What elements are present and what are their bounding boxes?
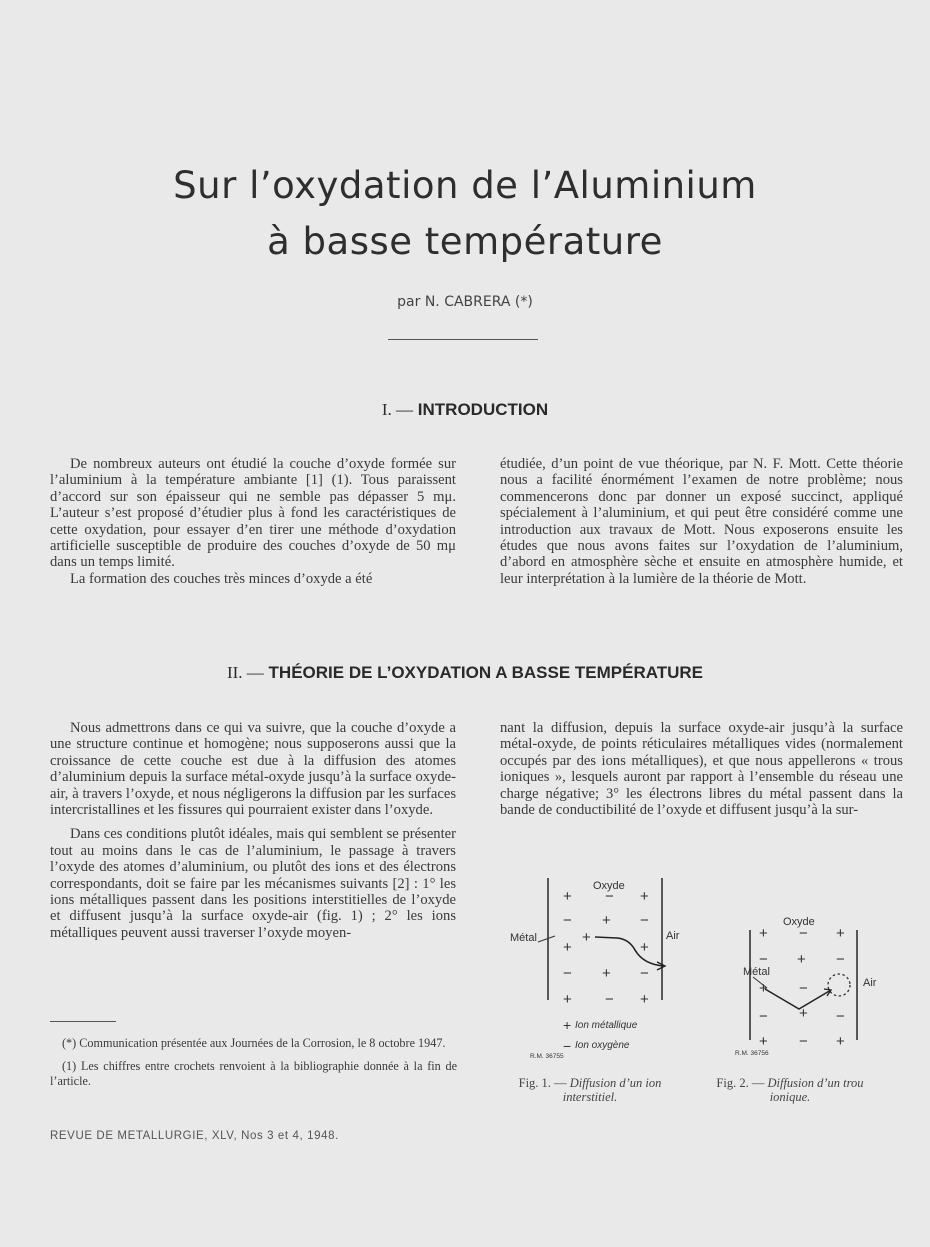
author-byline: par N. CABRERA (*) bbox=[397, 294, 533, 310]
air-label: Air bbox=[863, 977, 877, 989]
footnote-divider bbox=[50, 1021, 116, 1022]
svg-text:+: + bbox=[799, 1005, 808, 1022]
air-label: Air bbox=[666, 930, 680, 942]
figure-1-caption bbox=[495, 1076, 685, 1104]
section-1-number: I. — bbox=[381, 400, 414, 419]
legend-minus-symbol: − bbox=[563, 1038, 572, 1054]
svg-text:−: − bbox=[759, 1008, 768, 1025]
svg-text:+: + bbox=[759, 1033, 768, 1050]
figure-2-caption-text: Diffusion d’un trou ionique. bbox=[767, 1076, 864, 1104]
paragraph: Dans ces conditions plutôt idéales, mais qui semblent se présenter tout au moins dans le cas de l’aluminium, le passage à travers l’oxyde des atomes d’aluminium, ou plutôt des ions et des électrons correspondants, doit se faire par les mécanismes suivants [2] : 1° les ions métalliques passent dans les positions interstitielles de l’oxyde et diffusent jusqu’à la surface oxyde-air (fig. 1) ; 2° les ions métalliques peuvent aussi traverser l’oxyde moyen- bbox=[50, 826, 456, 941]
title-line-2: à basse température bbox=[267, 220, 663, 263]
svg-text:+: + bbox=[797, 951, 806, 968]
section-2-left-column bbox=[50, 720, 456, 941]
footnotes bbox=[50, 1036, 457, 1097]
figure-2-diagram bbox=[735, 905, 895, 1060]
paragraph: Nous admettrons dans ce qui va suivre, que la couche d’oxyde a une structure continue et homogène; nous supposerons aussi que la croissance de cette couche est due à la diffusion des atomes d’aluminium depuis la surface métal-oxyde jusqu’à la surface oxyde-air, à travers l’oxyde, et nous négligerons la diffusion par les surfaces intercristallines et les fissures qui pourraient exister dans l’oxyde. bbox=[50, 720, 456, 819]
legend-ion-metallique: Ion métallique bbox=[575, 1020, 638, 1031]
diffusion-path-arrow bbox=[595, 937, 663, 966]
svg-text:+: + bbox=[759, 925, 768, 942]
svg-text:+: + bbox=[602, 965, 611, 982]
figure-1-caption-number: Fig. 1. — bbox=[518, 1076, 567, 1090]
figure-1-caption-text: Diffusion d’un ion interstitiel. bbox=[562, 1076, 662, 1104]
figure-1-ref: R.M. 36755 bbox=[530, 1053, 564, 1060]
paragraph: étudiée, d’un point de vue théorique, par N. F. Mott. Cette théorie nous a facilité énormément l’examen de notre problème; nous commencerons donc par donner un exposé succinct, appliqué spécialement à l’aluminium, et qui peut être considéré comme une introduction aux travaux de Mott. Nous exposerons ensuite les études que nous avons faites sur l’oxydation de l’aluminium, d’abord en atmosphère sèche et ensuite en atmosphère humide, et leur interprétation à la lumière de la théorie de Mott. bbox=[500, 456, 903, 587]
section-2-title: THÉORIE DE L’OXYDATION A BASSE TEMPÉRATURE bbox=[268, 663, 704, 682]
svg-text:+: + bbox=[759, 980, 768, 997]
journal-reference: REVUE DE METALLURGIE, XLV, Nos 3 et 4, 1948. bbox=[50, 1130, 339, 1142]
paragraph: nant la diffusion, depuis la surface oxyde-air jusqu’à la surface métal-oxyde, de points réticulaires métalliques vides (normalement occupés par des ions métalliques), et que nous appellerons « trous ioniques », lesquels auront par rapport à l’ensemble du réseau une charge négative; 3° les électrons libres du métal passent dans la bande de conductibilité de l’oxyde et diffusent jusqu’à la sur- bbox=[500, 720, 903, 819]
section-2-right-column bbox=[500, 720, 903, 818]
svg-text:+: + bbox=[640, 939, 649, 956]
svg-text:−: − bbox=[563, 965, 572, 982]
article-title bbox=[0, 158, 930, 270]
svg-text:−: − bbox=[640, 912, 649, 929]
svg-text:+: + bbox=[640, 991, 649, 1008]
legend-ion-oxygene: Ion oxygène bbox=[575, 1040, 630, 1051]
figure-2-caption-number: Fig. 2. — bbox=[716, 1076, 765, 1090]
svg-text:−: − bbox=[836, 951, 845, 968]
section-1-left-column bbox=[50, 456, 456, 587]
paragraph: De nombreux auteurs ont étudié la couche d’oxyde formée sur l’aluminium à la température ambiante [1] (1). Tous paraissent d’accord sur son épaisseur qui ne semble pas dépasser 5 mμ. L’auteur s’est proposé d’étudier plus à fond les caractéristiques de cette oxydation, pour essayer d’en tirer une méthode d’oxydation artificielle susceptible de produire des couches d’oxyde de 50 mμ dans un temps limité. bbox=[50, 456, 456, 571]
metal-pointer-arrow bbox=[538, 936, 555, 942]
interstitial-ion: + bbox=[582, 929, 591, 946]
paragraph: La formation des couches très minces d’oxyde a été bbox=[70, 570, 373, 587]
svg-text:+: + bbox=[563, 888, 572, 905]
section-2-heading bbox=[0, 663, 930, 683]
oxyde-label: Oxyde bbox=[783, 916, 815, 928]
figure-1-diagram bbox=[505, 870, 685, 1060]
legend-plus-symbol: + bbox=[563, 1017, 572, 1033]
svg-text:+: + bbox=[563, 991, 572, 1008]
svg-text:−: − bbox=[640, 965, 649, 982]
hole-diffusion-path bbox=[765, 989, 831, 1009]
svg-text:−: − bbox=[759, 951, 768, 968]
footnote-2: (1) Les chiffres entre crochets renvoient à la bibliographie donnée à la fin de l’article. bbox=[50, 1059, 457, 1088]
oxyde-label: Oxyde bbox=[593, 880, 625, 892]
svg-text:−: − bbox=[799, 1033, 808, 1050]
svg-text:−: − bbox=[563, 912, 572, 929]
svg-text:+: + bbox=[563, 939, 572, 956]
svg-text:−: − bbox=[605, 991, 614, 1008]
svg-text:+: + bbox=[836, 1033, 845, 1050]
svg-text:−: − bbox=[836, 1008, 845, 1025]
section-1-right-column bbox=[500, 456, 903, 587]
figure-2-ref: R.M. 36756 bbox=[735, 1050, 769, 1057]
metal-label: Métal bbox=[743, 966, 770, 978]
footnote-1: (*) Communication présentée aux Journées de la Corrosion, le 8 octobre 1947. bbox=[62, 1036, 446, 1050]
ion-lattice bbox=[759, 925, 845, 1050]
svg-text:+: + bbox=[836, 925, 845, 942]
title-line-1: Sur l’oxydation de l’Aluminium bbox=[173, 164, 757, 207]
metal-label: Métal bbox=[510, 932, 537, 944]
section-1-heading bbox=[0, 400, 930, 420]
svg-text:−: − bbox=[799, 925, 808, 942]
svg-text:+: + bbox=[640, 888, 649, 905]
ionic-hole bbox=[828, 974, 850, 996]
figure-2-caption bbox=[695, 1076, 885, 1104]
svg-text:−: − bbox=[605, 888, 614, 905]
ion-lattice bbox=[563, 888, 649, 1008]
section-1-title: INTRODUCTION bbox=[417, 400, 549, 419]
title-divider bbox=[388, 339, 538, 340]
svg-text:+: + bbox=[602, 912, 611, 929]
section-2-number: II. — bbox=[226, 663, 264, 682]
svg-text:−: − bbox=[799, 980, 808, 997]
